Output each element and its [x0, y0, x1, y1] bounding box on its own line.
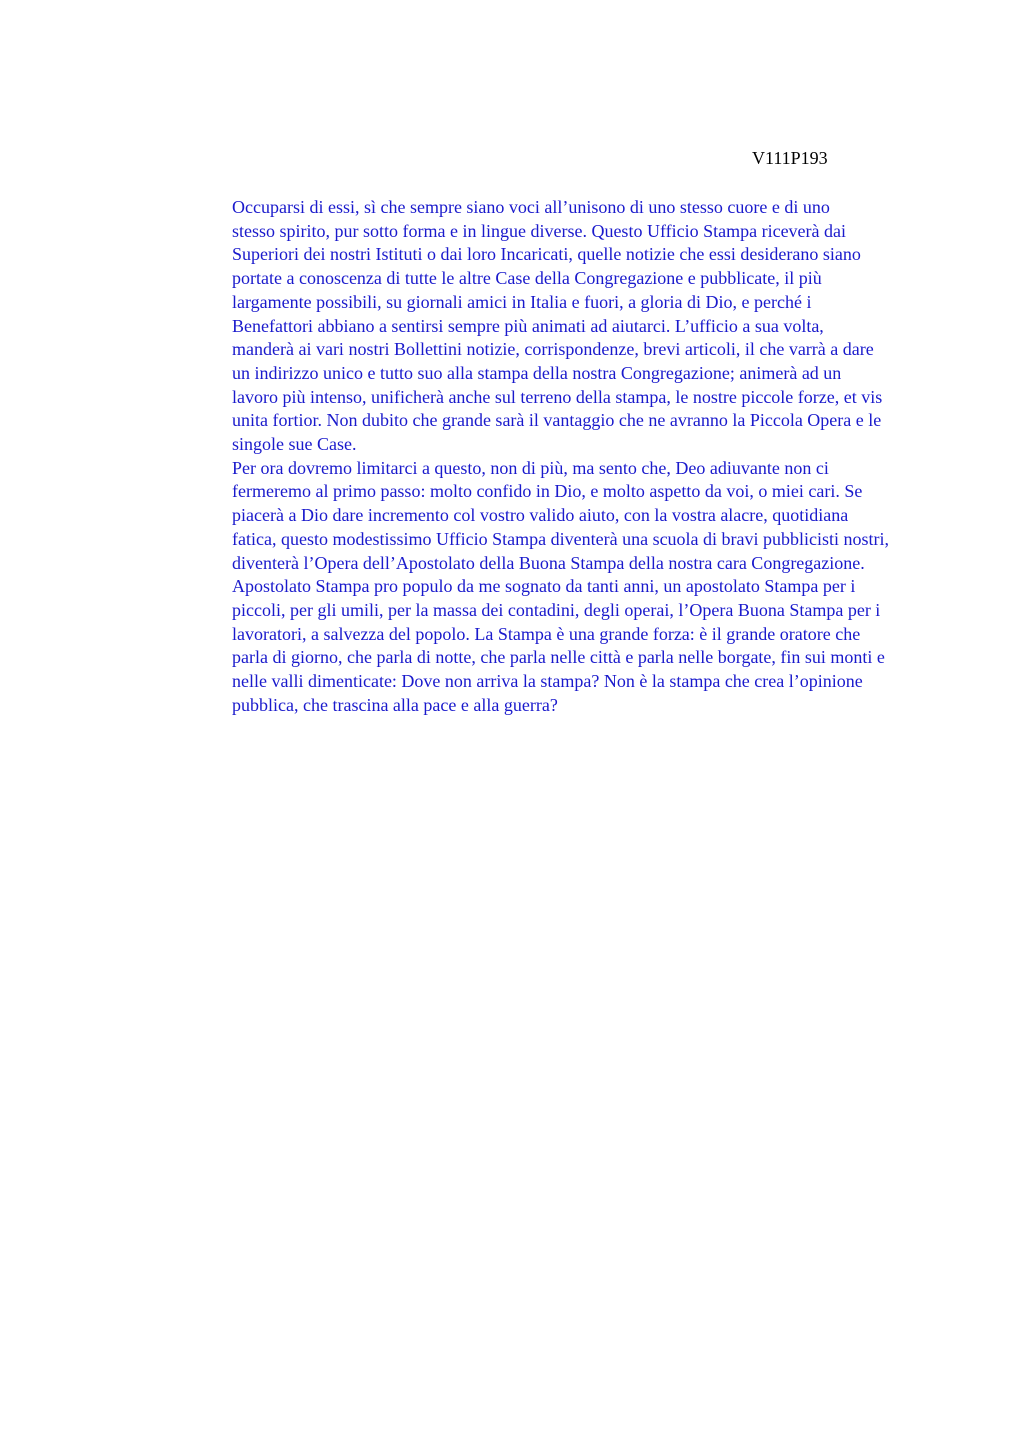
text-line: Superiori dei nostri Istituti o dai loro Incaricati, quelle notizie che essi desiderano siano: [232, 244, 861, 265]
text-line: un indirizzo unico e tutto suo alla stampa della nostra Congregazione; animerà ad un: [232, 362, 842, 383]
text-line: largamente possibili, su giornali amici in Italia e fuori, a gloria di Dio, e perché i: [232, 291, 812, 312]
text-line: singole sue Case.: [232, 434, 357, 455]
text-line: Per ora dovremo limitarci a questo, non di più, ma sento che, Deo adiuvante non ci: [232, 457, 829, 478]
text-line: diventerà l’Opera dell’Apostolato della Buona Stampa della nostra cara Congregazione.: [232, 552, 865, 573]
text-line: Apostolato Stampa pro populo da me sognato da tanti anni, un apostolato Stampa per i: [232, 576, 856, 597]
text-line: unita fortior. Non dubito che grande sarà il vantaggio che ne avranno la Piccola Opera e le: [232, 410, 882, 431]
text-line: portate a conoscenza di tutte le altre Case della Congregazione e pubblicate, il più: [232, 268, 822, 289]
text-line: piccoli, per gli umili, per la massa dei contadini, degli operai, l’Opera Buona Stampa per i: [232, 599, 881, 620]
text-line: parla di giorno, che parla di notte, che parla nelle città e parla nelle borgate, fin sui monti e: [232, 647, 885, 668]
page-code: V111P193: [752, 148, 828, 168]
text-line: stesso spirito, pur sotto forma e in lingue diverse. Questo Ufficio Stampa riceverà dai: [232, 220, 847, 241]
paragraph-2: [172, 457, 932, 718]
paragraph-1: [172, 196, 932, 457]
text-line: fatica, questo modestissimo Ufficio Stampa diventerà una scuola di bravi pubblicisti nostri,: [232, 528, 890, 549]
document-body: [172, 196, 932, 717]
text-line: Occuparsi di essi, sì che sempre siano voci all’unisono di uno stesso cuore e di uno: [232, 197, 830, 217]
text-line: manderà ai vari nostri Bollettini notizie, corrispondenze, brevi articoli, il che varrà a dare: [232, 339, 874, 360]
text-line: lavoro più intenso, unificherà anche sul terreno della stampa, le nostre piccole forze, et vis: [232, 386, 883, 407]
text-line: Benefattori abbiano a sentirsi sempre più animati ad aiutarci. L’ufficio a sua volta,: [232, 315, 824, 336]
text-line: nelle valli dimenticate: Dove non arriva la stampa? Non è la stampa che crea l’opinione: [232, 671, 863, 692]
text-line: piacerà a Dio dare incremento col vostro valido aiuto, con la vostra alacre, quotidiana: [232, 505, 849, 526]
text-line: pubblica, che trascina alla pace e alla guerra?: [232, 694, 558, 715]
text-line: fermeremo al primo passo: molto confido in Dio, e molto aspetto da voi, o miei cari. Se: [232, 481, 863, 502]
text-line: lavoratori, a salvezza del popolo. La Stampa è una grande forza: è il grande oratore che: [232, 623, 861, 644]
